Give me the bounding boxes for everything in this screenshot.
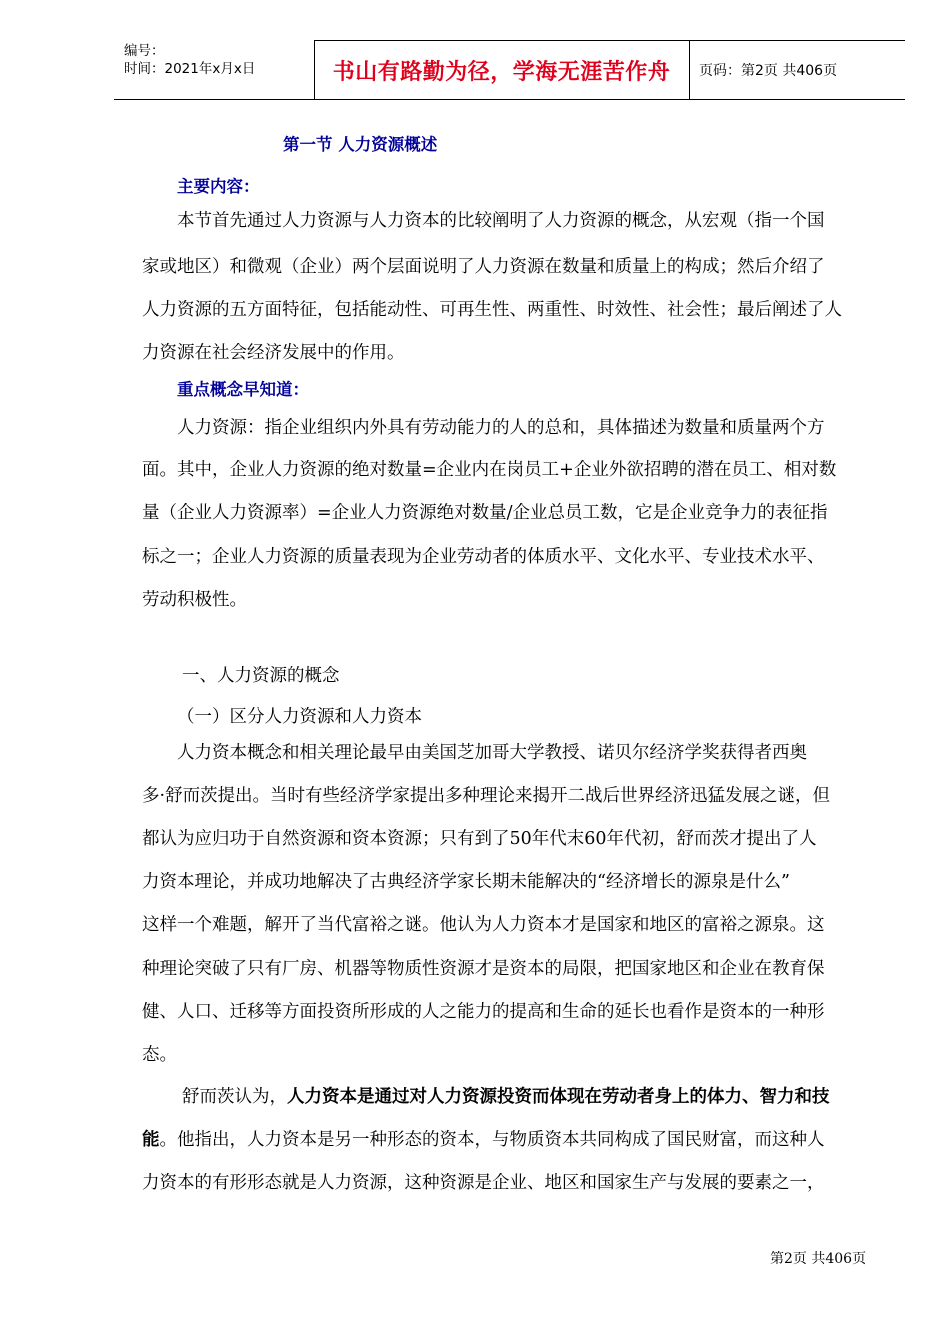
paragraph-line <box>142 1129 825 1151</box>
paragraph-line: 人力资源的五方面特征，包括能动性、可再生性、两重性、时效性、社会性；最后阐述了人 <box>142 300 842 320</box>
paragraph-line: 力资源在社会经济发展中的作用。 <box>142 343 405 363</box>
paragraph-line: 力资本的有形形态就是人力资源，这种资源是企业、地区和国家生产与发展的要素之一， <box>142 1173 825 1193</box>
page-header <box>114 40 905 100</box>
document-id-label: 编号： <box>124 43 165 59</box>
paragraph-line: 本节首先通过人力资源与人力资本的比较阐明了人力资源的概念，从宏观（指一个国 <box>177 211 825 231</box>
paragraph-text: 舒而茨认为， <box>182 1087 287 1107</box>
paragraph-text: 。他指出，人力资本是另一种形态的资本，与物质资本共同构成了国民财富，而这种人 <box>159 1130 825 1150</box>
paragraph-line: 劳动积极性。 <box>142 590 247 610</box>
emphasized-definition: 能 <box>142 1130 160 1150</box>
header-page-number: 页码：第2页 共406页 <box>699 63 838 79</box>
part-one-subheading: （一）区分人力资源和人力资本 <box>177 707 422 727</box>
section-title: 第一节 人力资源概述 <box>283 135 438 154</box>
key-concepts-heading: 重点概念早知道： <box>177 380 309 399</box>
paragraph-line: 健、人口、迁移等方面投资所形成的人之能力的提高和生命的延长也看作是资本的一种形 <box>142 1002 825 1022</box>
paragraph-line: 多·舒而茨提出。当时有些经济学家提出多种理论来揭开二战后世界经济迅猛发展之谜，但 <box>142 786 831 806</box>
emphasized-definition: 人力资本是通过对人力资源投资而体现在劳动者身上的体力、智力和技 <box>287 1087 830 1107</box>
paragraph-line: 家或地区）和微观（企业）两个层面说明了人力资源在数量和质量上的构成；然后介绍了 <box>142 257 825 277</box>
paragraph-line: 人力资本概念和相关理论最早由美国芝加哥大学教授、诺贝尔经济学奖获得者西奥 <box>177 743 807 763</box>
paragraph-line: 量（企业人力资源率）=企业人力资源绝对数量/企业总员工数，它是企业竞争力的表征指 <box>142 503 828 523</box>
header-motto: 书山有路勤为径，学海无涯苦作舟 <box>332 59 671 85</box>
paragraph-line <box>182 1086 830 1108</box>
document-date-label: 时间：2021年x月x日 <box>124 61 256 77</box>
paragraph-line: 态。 <box>142 1045 177 1065</box>
page-footer: 第2页 共406页 <box>770 1251 867 1267</box>
paragraph-line: 力资本理论，并成功地解决了古典经济学家长期未能解决的“经济增长的源泉是什么” <box>142 872 790 892</box>
paragraph-line: 种理论突破了只有厂房、机器等物质性资源才是资本的局限，把国家地区和企业在教育保 <box>142 959 825 979</box>
paragraph-line: 面。其中，企业人力资源的绝对数量=企业内在岗员工+企业外欲招聘的潜在员工、相对数 <box>142 460 837 480</box>
paragraph-line: 这样一个难题，解开了当代富裕之谜。他认为人力资本才是国家和地区的富裕之源泉。这 <box>142 915 825 935</box>
paragraph-line: 都认为应归功于自然资源和资本资源；只有到了50年代末60年代初，舒而茨才提出了人 <box>142 829 817 849</box>
paragraph-line: 人力资源：指企业组织内外具有劳动能力的人的总和，具体描述为数量和质量两个方 <box>177 418 825 438</box>
paragraph-line: 标之一；企业人力资源的质量表现为企业劳动者的体质水平、文化水平、专业技术水平、 <box>142 547 825 567</box>
header-separator <box>689 40 690 100</box>
main-content-heading: 主要内容： <box>177 177 260 196</box>
header-meta <box>124 42 255 78</box>
part-one-heading: 一、人力资源的概念 <box>182 666 340 686</box>
